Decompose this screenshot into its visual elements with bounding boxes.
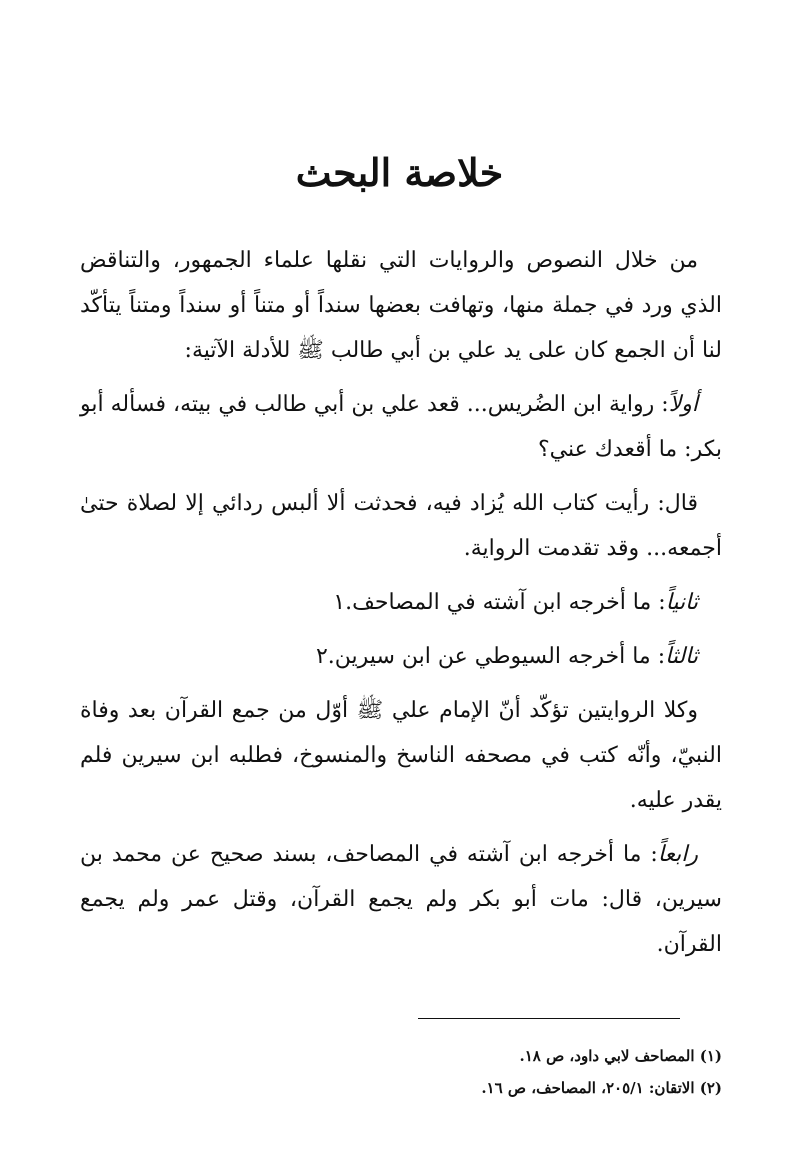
footnotes	[80, 1040, 722, 1104]
paragraph-text: : رواية ابن الضُريس... قعد علي بن أبي طالب في بيته، فسأله أبو بكر: ما أقعدك عني؟	[80, 392, 722, 462]
paragraph-lead: رابعاً	[657, 842, 698, 867]
footnote-item: (٢) الاتقان: ٢٠٥/١، المصاحف، ص ١٦.	[481, 1079, 722, 1097]
page-title: خلاصة البحث	[295, 150, 504, 195]
paragraph-text: : ما أخرجه ابن آشته في المصاحف، بسند صحيح عن محمد بن سيرين، قال: مات أبو بكر ولم يجمع القرآن، وقتل عمر ولم يجمع القرآن.	[80, 842, 722, 957]
paragraph-first	[80, 382, 722, 472]
paragraph-text: : ما أخرجه السيوطي عن ابن سيرين.٢	[315, 644, 666, 669]
paragraph-second	[80, 580, 722, 625]
paragraph-quote	[80, 481, 722, 571]
paragraph-text: : ما أخرجه ابن آشته في المصاحف.١	[333, 590, 666, 615]
paragraph-text: من خلال النصوص والروايات التي نقلها علماء الجمهور، والتناقض الذي ورد في جملة منها، وتهافت بعضها سنداً أو متناً أو سنداً ومتناً يتأكّد لنا أن الجمع كان على يد علي بن أبي طالب ﷺ للأدلة الآتية:	[80, 248, 722, 363]
body-text	[80, 238, 722, 976]
paragraph-both-narrations	[80, 688, 722, 823]
paragraph-text: وكلا الروايتين تؤكّد أنّ الإمام علي ﷺ أوّل من جمع القرآن بعد وفاة النبيّ، وأنّه كتب في مصحفه الناسخ والمنسوخ، فطلبه ابن سيرين فلم يقدر عليه.	[80, 698, 722, 813]
paragraph-lead: ثالثاً	[665, 644, 698, 669]
paragraph-fourth	[80, 832, 722, 967]
footnote-divider	[418, 1018, 680, 1019]
paragraph-lead: ثانياً	[665, 590, 698, 615]
paragraph-intro	[80, 238, 722, 373]
paragraph-text: قال: رأيت كتاب الله يُزاد فيه، فحدثت ألا ألبس ردائي إلا لصلاة حتىٰ أجمعه... وقد تقدمت الرواية.	[80, 491, 722, 561]
paragraph-lead: أولاً	[668, 392, 698, 417]
footnote-item: (١) المصاحف لابي داود، ص ١٨.	[519, 1047, 722, 1065]
paragraph-third	[80, 634, 722, 679]
